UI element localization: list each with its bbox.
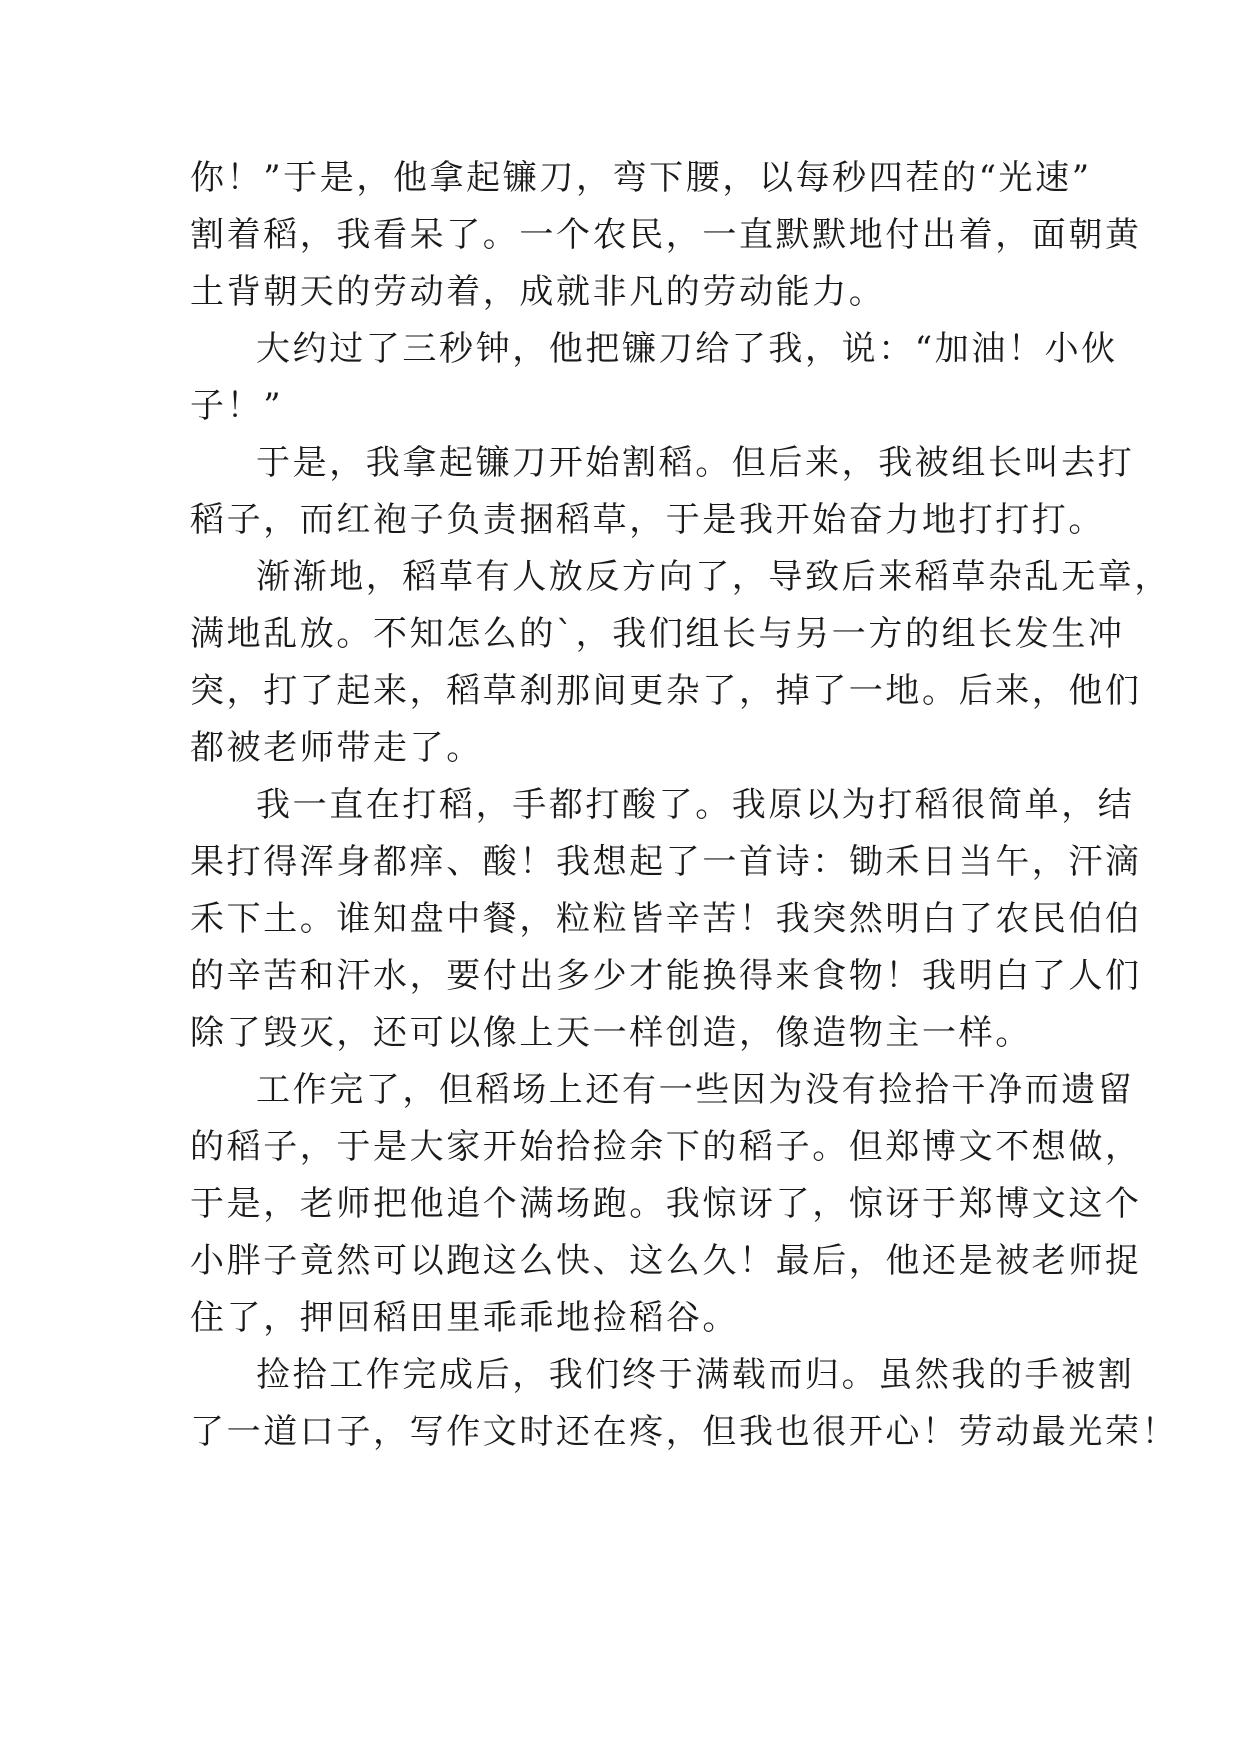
text-line-23: 了一道口子，写作文时还在疼，但我也很开心！劳动最光荣！ [190,1412,1179,1452]
text-line-9: 满地乱放。不知怎么的`，我们组长与另一方的组长发生冲 [190,614,1125,654]
paragraph-start-line: 大约过了三秒钟，他把镰刀给了我，说：“加油！小伙 [256,329,1118,369]
paragraph-start-line: 我一直在打稻，手都打酸了。我原以为打稻很简单，结 [256,785,1135,825]
paragraph-start-line: 渐渐地，稻草有人放反方向了，导致后来稻草杂乱无章， [256,557,1171,597]
text-line-11: 都被老师带走了。 [190,728,483,768]
text-line-2: 割着稻，我看呆了。一个农民，一直默默地付出着，面朝黄 [190,215,1142,255]
text-line-10: 突，打了起来，稻草刹那间更杂了，掉了一地。后来，他们 [190,671,1142,711]
paragraph-start-line: 于是，我拿起镰刀开始割稻。但后来，我被组长叫去打 [256,443,1135,483]
paragraph-start-line: 捡拾工作完成后，我们终于满载而归。虽然我的手被割 [256,1355,1135,1395]
text-line-21: 住了，押回稻田里乖乖地捡稻谷。 [190,1298,739,1338]
text-line-1: 你！”于是，他拿起镰刀，弯下腰，以每秒四茬的“光速” [190,158,1092,198]
text-line-5: 子！” [190,386,284,426]
text-line-13: 果打得浑身都痒、酸！我想起了一首诗：锄禾日当午，汗滴 [190,842,1142,882]
text-line-20: 小胖子竟然可以跑这么快、这么久！最后，他还是被老师捉 [190,1241,1142,1281]
text-line-18: 的稻子，于是大家开始拾捡余下的稻子。但郑博文不想做， [190,1127,1142,1167]
text-line-14: 禾下土。谁知盘中餐，粒粒皆辛苦！我突然明白了农民伯伯 [190,899,1142,939]
text-line-7: 稻子，而红袍子负责捆稻草，于是我开始奋力地打打打。 [190,500,1105,540]
text-line-3: 土背朝天的劳动着，成就非凡的劳动能力。 [190,272,886,312]
text-line-15: 的辛苦和汗水，要付出多少才能换得来食物！我明白了人们 [190,956,1142,996]
text-line-16: 除了毁灭，还可以像上天一样创造，像造物主一样。 [190,1013,1032,1053]
paragraph-start-line: 工作完了，但稻场上还有一些因为没有捡拾干净而遗留 [256,1070,1135,1110]
text-line-19: 于是，老师把他追个满场跑。我惊讶了，惊讶于郑博文这个 [190,1184,1142,1224]
